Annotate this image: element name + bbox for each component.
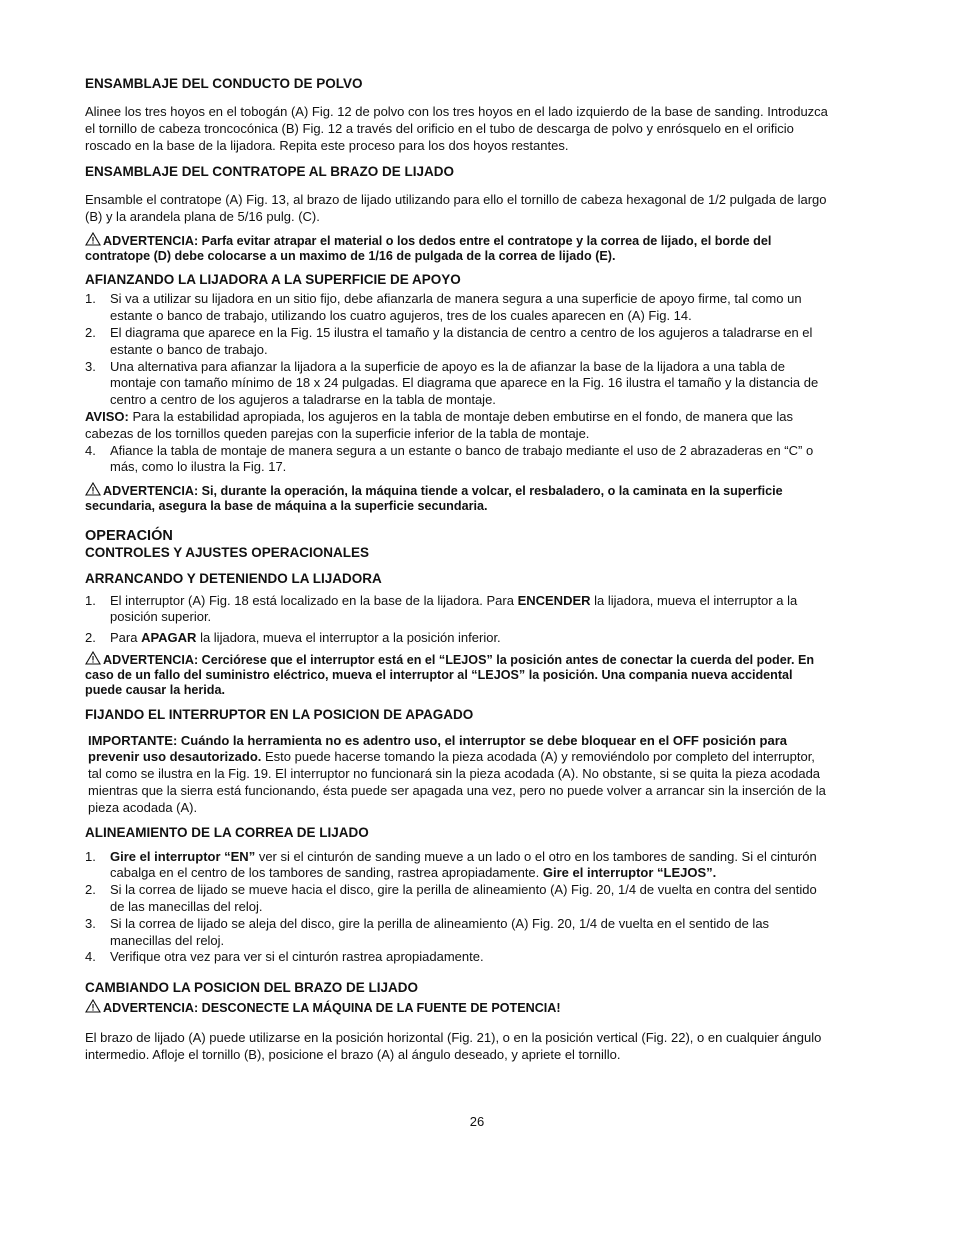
list-number: 4.	[85, 442, 96, 458]
list-text: Una alternativa para afianzar la lijadora a la superficie de apoyo es la de afianzar la base de la lijadora a una tabla de montaje con tamaño mínimo de 18 x 24 pulgadas. El diagrama que aparece en la Fig. 16 ilustra el tamaño y la distancia de centro a centro de los agujeros a taladrarse en la tabla de montaje.	[110, 358, 819, 408]
manual-page	[85, 76, 830, 1072]
heading-dust-chute: ENSAMBLAJE DEL CONDUCTO DE POLVO	[85, 76, 363, 91]
warning-triangle-icon	[85, 999, 101, 1013]
warning-triangle-icon	[85, 482, 101, 496]
list-number: 2.	[85, 630, 96, 646]
section-operation	[85, 527, 830, 699]
list-text: El diagrama que aparece en la Fig. 15 ilustra el tamaño y la distancia de centro a centro de los agujeros a taladrarse en el estante o banco de trabajo.	[110, 324, 813, 357]
list-text-bold: Gire el interruptor “EN”	[110, 848, 256, 864]
body-arm-position: El brazo de lijado (A) puede utilizarse en la posición horizontal (Fig. 21), o en la posición vertical (Fig. 22), o en cualquier ángulo intermedio. Afloje el tornillo (B), posicione el brazo (A) al ángulo deseado, y apriete el tornillo.	[85, 1030, 822, 1063]
list-text: Verifique otra vez para ver si el cinturón rastrea apropiadamente.	[110, 949, 484, 965]
heading-start-stop: ARRANCANDO Y DETENIENDO LA LIJADORA	[85, 570, 382, 586]
page-number: 26	[469, 1114, 485, 1129]
list-text: Afiance la tabla de montaje de manera segura a un estante o banco de trabajo mediante el uso de 2 abrazaderas en “C” o más, como lo ilustra la Fig. 17.	[110, 442, 814, 475]
list-text: la lijadora, mueva el interruptor a la posición inferior.	[196, 630, 501, 646]
body-backstop: Ensamble el contratope (A) Fig. 13, al brazo de lijado utilizando para ello el tornillo de cabeza hexagonal de 1/2 pulgada de largo (B) y la arandela plana de 5/16 pulg. (C).	[85, 192, 827, 225]
list-item	[85, 630, 830, 647]
important-note: IMPORTANTE: Cuándo la herramienta no es adentro uso, el interruptor se debe bloquear en el OFF posición para prevenir uso desautorizado.	[88, 732, 787, 765]
heading-arm-position: CAMBIANDO LA POSICION DEL BRAZO DE LIJADO	[85, 980, 419, 996]
list-item	[85, 325, 830, 359]
list-item	[85, 593, 830, 627]
section-dust-chute	[85, 76, 830, 154]
body-dust-chute: Alinee los tres hoyos en el tobogán (A) Fig. 12 de polvo con los tres hoyos en el lado izquierdo de la base de sanding. Introduzca el tornillo de cabeza troncocónica (B) Fig. 12 a través del orificio en el tubo de descarga de polvo y enrósquelo en el orificio roscado en la base de la lijadora. Repita este proceso para los dos hoyos restantes.	[85, 104, 828, 153]
list-text-bold: ENCENDER	[517, 592, 591, 608]
list-text: Si la correa de lijado se mueve hacia el disco, gire la perilla de alineamiento (A) Fig. 20, 1/4 de vuelta en contra del sentido de las manecillas del reloj.	[110, 882, 817, 914]
heading-mounting: AFIANZANDO LA LIJADORA A LA SUPERFICIE DE APOYO	[85, 272, 461, 288]
list-belt-tracking	[85, 849, 830, 967]
list-item	[85, 949, 830, 966]
body-switch-lock	[88, 733, 830, 817]
list-number: 3.	[85, 358, 96, 374]
heading-backstop: ENSAMBLAJE DEL CONTRATOPE AL BRAZO DE LIJADO	[85, 164, 455, 180]
list-text: Si la correa de lijado se aleja del disco, gire la perilla de alineamiento (A) Fig. 20, 1/4 de vuelta en el sentido de las manecillas del reloj.	[110, 915, 770, 948]
section-arm-position	[85, 980, 830, 1064]
list-number: 4.	[85, 949, 96, 965]
warning-disconnect-text: ADVERTENCIA: DESCONECTE LA MÁQUINA DE LA FUENTE DE POTENCIA!	[103, 1001, 561, 1016]
list-text: El interruptor (A) Fig. 18 está localizado en la base de la lijadora. Para	[110, 592, 518, 608]
section-backstop	[85, 164, 830, 264]
list-mounting-cont	[85, 443, 830, 477]
list-text: la lijadora, mueva el interruptor a la posición superior.	[110, 592, 798, 625]
warning-backstop-text: ADVERTENCIA: Parfa evitar atrapar el material o los dedos entre el contratope y la correa de lijado, el borde del contratope (D) debe colocarse a un maximo de 1/16 de pulgada de la correa de lijado (E).	[85, 233, 772, 264]
list-number: 1.	[85, 592, 96, 608]
warning-triangle-icon	[85, 232, 101, 246]
aviso-label: AVISO:	[85, 408, 129, 424]
list-item	[85, 916, 830, 950]
warning-power-text: ADVERTENCIA: Cerciórese que el interruptor está en el “LEJOS” la posición antes de conectar la cuerda del poder. En caso de un fallo del suministro eléctrico, mueva el interruptor al “LEJOS” la posición. Una compania nueva accidental puede causar la herida.	[85, 652, 815, 698]
section-switch-lock	[85, 707, 830, 817]
list-item	[85, 882, 830, 916]
list-text: ver si el cinturón de sanding mueve a un lado o el otro en los tambores de sanding. Si el cinturón cabalga en el centro de los tambores de sanding, rastrea apropiadamente.	[110, 848, 817, 881]
list-number: 3.	[85, 915, 96, 931]
heading-operation: OPERACIÓN	[85, 527, 173, 544]
list-text: Para	[110, 630, 142, 646]
list-item	[85, 291, 830, 325]
list-item	[85, 359, 830, 409]
warning-power	[85, 651, 830, 699]
list-mounting	[85, 291, 830, 409]
list-start-stop	[85, 593, 830, 647]
list-number: 2.	[85, 324, 96, 340]
heading-belt-tracking: ALINEAMIENTO DE LA CORREA DE LIJADO	[85, 824, 369, 840]
list-text: Si va a utilizar su lijadora en un sitio fijo, debe afianzarla de manera segura a una superficie de apoyo firme, tal como un estante o banco de trabajo, utilizando los cuatro agujeros, tres de los cuales aparecen en (A) Fig. 14.	[110, 291, 802, 324]
list-item	[85, 849, 830, 883]
subheading-controls: CONTROLES Y AJUSTES OPERACIONALES	[85, 544, 370, 560]
list-item	[85, 443, 830, 477]
section-mounting	[85, 272, 830, 514]
list-number: 1.	[85, 291, 96, 307]
aviso-note	[85, 409, 830, 443]
warning-disconnect	[85, 999, 830, 1016]
list-text-bold: Gire el interruptor “LEJOS”.	[542, 865, 717, 881]
warning-mounting-text: ADVERTENCIA: Si, durante la operación, la máquina tiende a volcar, el resbaladero, o la caminata en la superficie secundaria, asegura la base de máquina a la superficie secundaria.	[85, 484, 783, 514]
section-belt-tracking	[85, 825, 830, 967]
warning-mounting	[85, 482, 830, 514]
heading-switch-lock: FIJANDO EL INTERRUPTOR EN LA POSICION DE APAGADO	[85, 706, 474, 722]
aviso-text: Para la estabilidad apropiada, los agujeros en la tabla de montaje deben embutirse en el fondo, de manera que las cabezas de los tornillos queden parejas con la superficie inferior de la tabla de montaje.	[85, 408, 793, 441]
warning-triangle-icon	[85, 651, 101, 665]
warning-backstop	[85, 232, 830, 264]
list-text-bold: APAGAR	[141, 630, 197, 646]
list-number: 2.	[85, 882, 96, 898]
switch-lock-text: Esto puede hacerse tomando la pieza acodada (A) y removiéndolo por completo del interruptor, tal como se ilustra en la Fig. 19. El interruptor no funcionará sin la pieza acodada (A). No obstante, si se quita la pieza acodada mientras que la sierra está funcionando, ésta puede ser apagada una vez, pero no puede volver a arrancar sin la inserción de la pieza acodada (A).	[88, 749, 826, 815]
list-number: 1.	[85, 848, 96, 864]
